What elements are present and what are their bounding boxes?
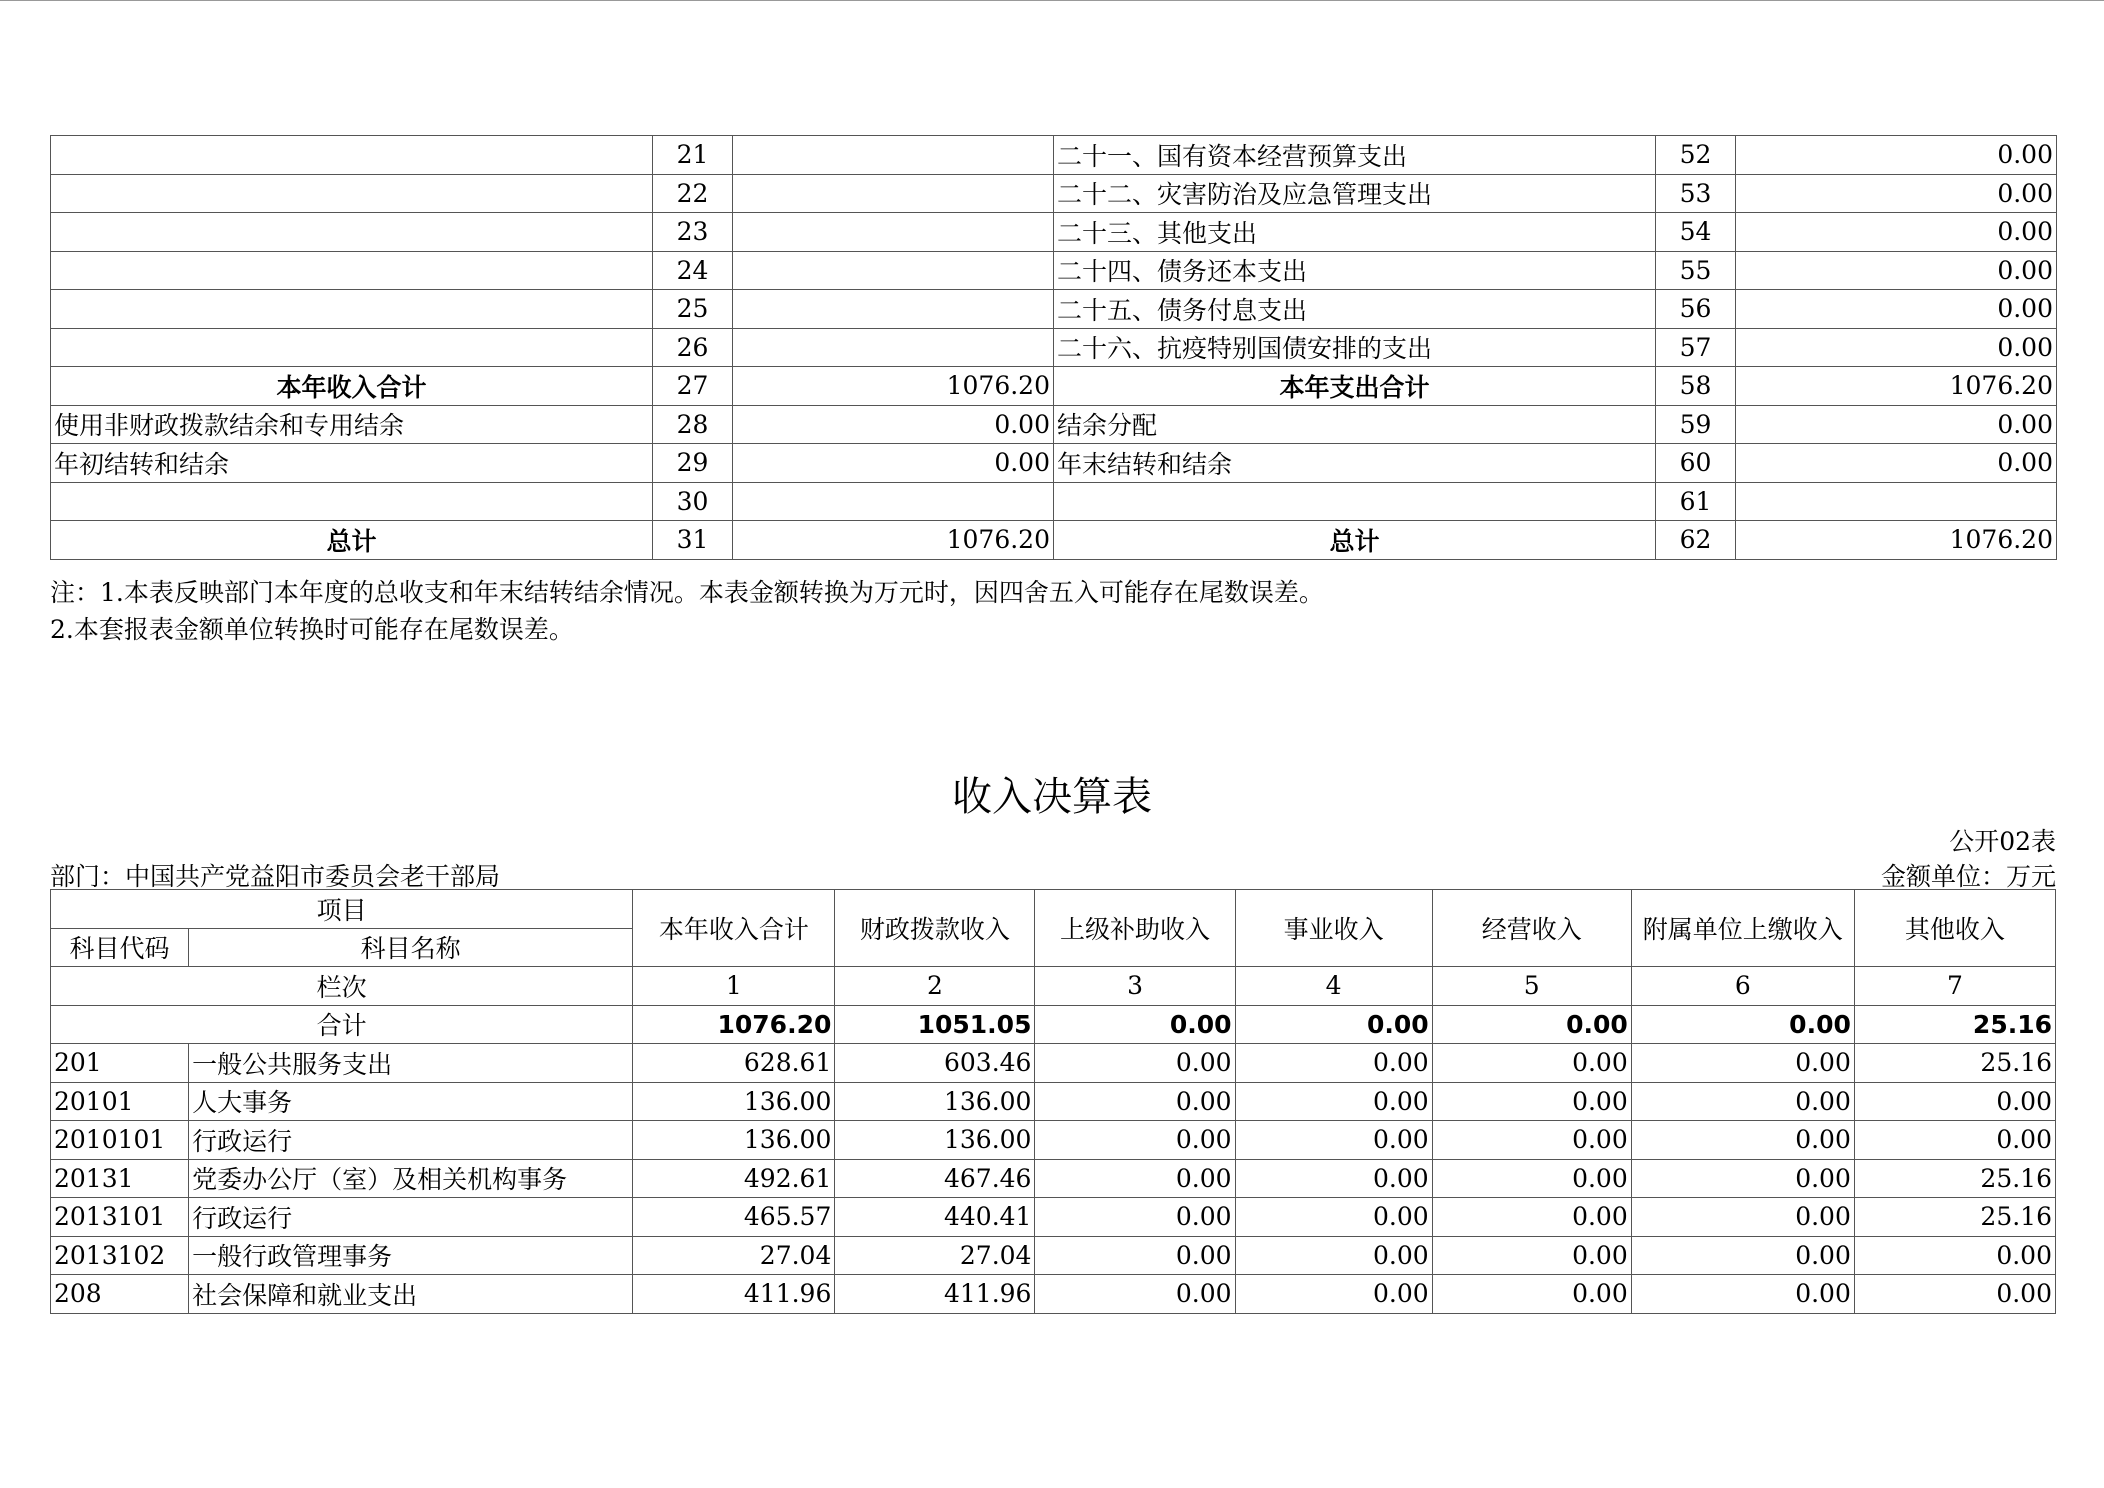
table-row [51,328,2057,367]
expense-amount [1736,482,2057,521]
header-col-7: 其他收入 [1854,890,2055,967]
income-row-number: 24 [653,251,733,290]
amount-cell: 0.00 [1432,1198,1631,1237]
table-row [51,251,2057,290]
income-item-label [51,213,653,252]
amount-cell: 492.61 [633,1159,835,1198]
expense-amount: 0.00 [1736,251,2057,290]
subject-code: 2013102 [51,1236,189,1275]
note-line-2: 2.本套报表金额单位转换时可能存在尾数误差。 [50,615,574,644]
income-table-title: 收入决算表 [952,774,1152,820]
income-amount: 1076.20 [733,367,1054,406]
income-item-label: 使用非财政拨款结余和专用结余 [51,405,653,444]
income-row-number: 25 [653,290,733,329]
amount-cell: 0.00 [1631,1121,1854,1160]
table-row [51,444,2057,483]
table-row [51,521,2057,560]
total-value: 1076.20 [633,1005,835,1044]
total-value: 0.00 [1432,1005,1631,1044]
amount-cell: 0.00 [1035,1275,1235,1314]
subject-code: 201 [51,1044,189,1083]
subject-code: 2010101 [51,1121,189,1160]
page-top-border [0,0,2104,1]
amount-cell: 0.00 [1432,1159,1631,1198]
income-amount [733,174,1054,213]
form-number: 公开02表 [1949,827,2056,856]
expense-item-label: 本年支出合计 [1054,367,1656,406]
header-col-3: 上级补助收入 [1035,890,1235,967]
order-5: 5 [1432,967,1631,1006]
table-row [51,290,2057,329]
total-label: 合计 [51,1005,633,1044]
income-amount [733,136,1054,175]
expense-row-number: 57 [1656,328,1736,367]
amount-cell: 0.00 [1854,1275,2055,1314]
total-value: 0.00 [1631,1005,1854,1044]
expense-item-label: 二十五、债务付息支出 [1054,290,1656,329]
table-row [51,405,2057,444]
header-name: 科目名称 [189,928,633,967]
amount-cell: 0.00 [1035,1236,1235,1275]
expense-item-label: 总计 [1054,521,1656,560]
amount-cell: 0.00 [1631,1082,1854,1121]
amount-cell: 25.16 [1854,1198,2055,1237]
expense-item-label: 二十三、其他支出 [1054,213,1656,252]
total-value: 0.00 [1235,1005,1432,1044]
amount-cell: 411.96 [835,1275,1035,1314]
table-row [51,1236,2056,1275]
amount-cell: 0.00 [1432,1236,1631,1275]
amount-cell: 0.00 [1035,1044,1235,1083]
income-table [50,889,2056,1314]
header-col-5: 经营收入 [1432,890,1631,967]
expense-row-number: 54 [1656,213,1736,252]
expense-amount: 0.00 [1736,136,2057,175]
amount-cell: 27.04 [835,1236,1035,1275]
amount-cell: 0.00 [1432,1121,1631,1160]
summary-table [50,135,2057,560]
income-amount [733,328,1054,367]
income-amount [733,213,1054,252]
amount-cell: 0.00 [1631,1275,1854,1314]
expense-row-number: 62 [1656,521,1736,560]
amount-cell: 465.57 [633,1198,835,1237]
expense-item-label: 二十六、抗疫特别国债安排的支出 [1054,328,1656,367]
table-row [51,482,2057,521]
amount-cell: 0.00 [1432,1082,1631,1121]
income-amount: 1076.20 [733,521,1054,560]
income-item-label: 总计 [51,521,653,560]
note-line-1: 注：1.本表反映部门本年度的总收支和年末结转结余情况。本表金额转换为万元时，因四舍五入可能存在尾数误差。 [50,578,1324,607]
amount-cell: 603.46 [835,1044,1035,1083]
order-label: 栏次 [51,967,633,1006]
table-row [51,1159,2056,1198]
amount-cell: 0.00 [1854,1082,2055,1121]
expense-amount: 0.00 [1736,405,2057,444]
total-value: 0.00 [1035,1005,1235,1044]
amount-cell: 0.00 [1631,1159,1854,1198]
subject-name: 党委办公厅（室）及相关机构事务 [189,1159,633,1198]
subject-code: 20131 [51,1159,189,1198]
income-item-label [51,482,653,521]
income-row-number: 29 [653,444,733,483]
expense-amount: 0.00 [1736,328,2057,367]
order-row [51,967,2056,1006]
expense-item-label: 二十一、国有资本经营预算支出 [1054,136,1656,175]
income-amount: 0.00 [733,405,1054,444]
subject-code: 2013101 [51,1198,189,1237]
amount-cell: 0.00 [1235,1275,1432,1314]
expense-item-label: 结余分配 [1054,405,1656,444]
income-item-label [51,136,653,175]
expense-amount: 0.00 [1736,444,2057,483]
table-row [51,1275,2056,1314]
expense-item-label [1054,482,1656,521]
table-row [51,1198,2056,1237]
expense-item-label: 二十二、灾害防治及应急管理支出 [1054,174,1656,213]
amount-cell: 0.00 [1854,1236,2055,1275]
amount-cell: 0.00 [1631,1198,1854,1237]
income-amount [733,251,1054,290]
amount-cell: 0.00 [1432,1275,1631,1314]
expense-row-number: 61 [1656,482,1736,521]
expense-row-number: 53 [1656,174,1736,213]
table-row [51,1044,2056,1083]
order-7: 7 [1854,967,2055,1006]
amount-cell: 0.00 [1235,1198,1432,1237]
expense-amount: 0.00 [1736,213,2057,252]
subject-code: 20101 [51,1082,189,1121]
header-col-6: 附属单位上缴收入 [1631,890,1854,967]
amount-cell: 0.00 [1854,1121,2055,1160]
amount-cell: 0.00 [1631,1044,1854,1083]
income-amount [733,482,1054,521]
unit-label: 金额单位：万元 [1880,862,2056,891]
income-row-number: 26 [653,328,733,367]
header-row-1 [51,890,2056,929]
summary-table-body [51,136,2057,560]
income-item-label [51,174,653,213]
amount-cell: 0.00 [1235,1121,1432,1160]
amount-cell: 136.00 [633,1082,835,1121]
order-1: 1 [633,967,835,1006]
income-row-number: 23 [653,213,733,252]
subject-name: 一般行政管理事务 [189,1236,633,1275]
income-amount: 0.00 [733,444,1054,483]
amount-cell: 25.16 [1854,1044,2055,1083]
amount-cell: 0.00 [1035,1082,1235,1121]
order-4: 4 [1235,967,1432,1006]
header-col-4: 事业收入 [1235,890,1432,967]
order-3: 3 [1035,967,1235,1006]
table-row [51,213,2057,252]
income-item-label [51,328,653,367]
expense-row-number: 59 [1656,405,1736,444]
header-col-1: 本年收入合计 [633,890,835,967]
table-row [51,136,2057,175]
order-6: 6 [1631,967,1854,1006]
header-code: 科目代码 [51,928,189,967]
income-row-number: 28 [653,405,733,444]
income-item-label: 本年收入合计 [51,367,653,406]
income-row-number: 22 [653,174,733,213]
amount-cell: 136.00 [835,1082,1035,1121]
amount-cell: 0.00 [1235,1082,1432,1121]
table-row [51,174,2057,213]
subject-name: 人大事务 [189,1082,633,1121]
amount-cell: 0.00 [1631,1236,1854,1275]
income-row-number: 21 [653,136,733,175]
income-row-number: 31 [653,521,733,560]
department-label: 部门：中国共产党益阳市委员会老干部局 [50,862,501,891]
amount-cell: 0.00 [1432,1044,1631,1083]
income-item-label [51,290,653,329]
income-row-number: 30 [653,482,733,521]
subject-name: 一般公共服务支出 [189,1044,633,1083]
expense-item-label: 年末结转和结余 [1054,444,1656,483]
amount-cell: 136.00 [835,1121,1035,1160]
amount-cell: 0.00 [1235,1236,1432,1275]
amount-cell: 467.46 [835,1159,1035,1198]
expense-row-number: 58 [1656,367,1736,406]
expense-amount: 1076.20 [1736,521,2057,560]
expense-row-number: 52 [1656,136,1736,175]
expense-row-number: 56 [1656,290,1736,329]
income-item-label [51,251,653,290]
amount-cell: 0.00 [1035,1198,1235,1237]
expense-row-number: 60 [1656,444,1736,483]
amount-cell: 0.00 [1035,1159,1235,1198]
subject-name: 行政运行 [189,1121,633,1160]
total-row [51,1005,2056,1044]
income-row-number: 27 [653,367,733,406]
table-row [51,1082,2056,1121]
amount-cell: 136.00 [633,1121,835,1160]
income-item-label: 年初结转和结余 [51,444,653,483]
subject-name: 社会保障和就业支出 [189,1275,633,1314]
amount-cell: 628.61 [633,1044,835,1083]
amount-cell: 0.00 [1235,1159,1432,1198]
income-table-body [51,1044,2056,1314]
amount-cell: 27.04 [633,1236,835,1275]
amount-cell: 0.00 [1235,1044,1432,1083]
amount-cell: 25.16 [1854,1159,2055,1198]
subject-code: 208 [51,1275,189,1314]
amount-cell: 440.41 [835,1198,1035,1237]
expense-amount: 0.00 [1736,174,2057,213]
expense-row-number: 55 [1656,251,1736,290]
expense-item-label: 二十四、债务还本支出 [1054,251,1656,290]
subject-name: 行政运行 [189,1198,633,1237]
income-amount [733,290,1054,329]
expense-amount: 1076.20 [1736,367,2057,406]
table-row [51,367,2057,406]
amount-cell: 411.96 [633,1275,835,1314]
total-value: 1051.05 [835,1005,1035,1044]
expense-amount: 0.00 [1736,290,2057,329]
table-row [51,1121,2056,1160]
amount-cell: 0.00 [1035,1121,1235,1160]
header-item: 项目 [51,890,633,929]
order-2: 2 [835,967,1035,1006]
header-col-2: 财政拨款收入 [835,890,1035,967]
total-value: 25.16 [1854,1005,2055,1044]
